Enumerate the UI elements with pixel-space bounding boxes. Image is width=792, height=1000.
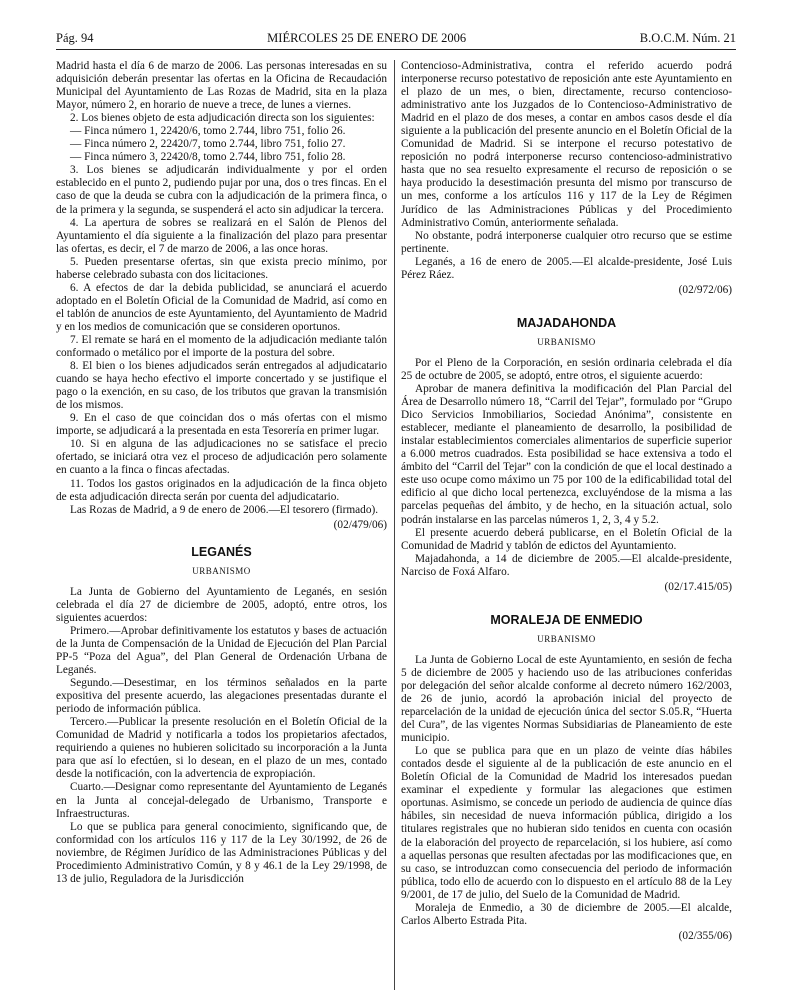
paragraph: 6. A efectos de dar la debida publicidad, se anunciará el acuerdo adoptado en el Boletín Oficial de la Comunidad de Madrid, así como en el tablón de anuncios de este Ayuntamiento, del Ayuntamiento de Madrid y en los medios de comunicación que se consideren oportunos. bbox=[56, 281, 387, 333]
paragraph: La Junta de Gobierno Local de este Ayuntamiento, en sesión de fecha 5 de diciembre de 2005 y haciendo uso de las atribuciones conferidas por delegación del señor alcalde conforme al decreto número 162/2003, de 26 de junio, acordó la aprobación inicial del proyecto de reparcelación de la unidad de ejecución única del sector S.05.R, “Huerta del Cura”, de las vigentes Normas Subsidiarias de Planeamiento de este municipio. bbox=[401, 653, 732, 745]
section-subtitle: URBANISMO bbox=[537, 633, 596, 644]
paragraph: No obstante, podrá interponerse cualquier otro recurso que se estime pertinente. bbox=[401, 229, 732, 255]
reference-code: (02/972/06) bbox=[678, 283, 732, 296]
paragraph: 5. Pueden presentarse ofertas, sin que exista precio mínimo, por haberse celebrado subasta con dos licitaciones. bbox=[56, 255, 387, 281]
issue-date: MIÉRCOLES 25 DE ENERO DE 2006 bbox=[267, 31, 467, 45]
page-number: Pág. 94 bbox=[56, 31, 94, 45]
reference-code: (02/479/06) bbox=[333, 518, 387, 531]
list-item: — Finca número 1, 22420/6, tomo 2.744, libro 751, folio 26. bbox=[70, 125, 346, 138]
paragraph: 10. Si en alguna de las adjudicaciones no se satisface el precio ofertado, se iniciará otra vez el proceso de adjudicación pero solamente en cuanto a la finca o fincas afectadas. bbox=[56, 438, 387, 477]
left-column bbox=[56, 60, 387, 886]
section-subtitle: URBANISMO bbox=[192, 565, 251, 576]
section-title: MORALEJA DE ENMEDIO bbox=[490, 612, 643, 627]
journal-number: B.O.C.M. Núm. 21 bbox=[639, 31, 736, 45]
paragraph: 11. Todos los gastos originados en la adjudicación de la finca objeto de esta adjudicación directa serán por cuenta del adjudicatario. bbox=[56, 477, 387, 503]
right-column bbox=[401, 60, 732, 943]
section-title: LEGANÉS bbox=[191, 544, 252, 559]
page-header bbox=[56, 26, 736, 50]
paragraph: 9. En el caso de que coincidan dos o más ofertas con el mismo importe, se adjudicará a la presentada en esta Tesorería en primer lugar. bbox=[56, 412, 387, 438]
list-item: — Finca número 2, 22420/7, tomo 2.744, libro 751, folio 27. bbox=[70, 138, 346, 151]
paragraph: 4. La apertura de sobres se realizará en el Salón de Plenos del Ayuntamiento el día siguiente a la finalización del plazo para presentar las ofertas, es decir, el 7 de marzo de 2006, a las once horas. bbox=[56, 216, 387, 255]
paragraph: La Junta de Gobierno del Ayuntamiento de Leganés, en sesión celebrada el día 27 de diciembre de 2005, adoptó, entre otros, los siguientes acuerdos: bbox=[56, 585, 387, 624]
section-subtitle: URBANISMO bbox=[537, 336, 596, 347]
column-divider bbox=[394, 60, 395, 990]
paragraph: Segundo.—Desestimar, en los términos señalados en la parte expositiva del presente acuerdo, las alegaciones presentadas durante el periodo de información pública. bbox=[56, 677, 387, 716]
paragraph: Contencioso-Administrativa, contra el referido acuerdo podrá interponerse recurso potestativo de reposición ante este Ayuntamiento en el plazo de un mes, o bien, directamente, recurso contencioso-administrativo ante los Juzgados de lo Contencioso-Administrativo de Madrid en el plazo de dos meses, a contar en ambos casos desde el día siguiente a la publicación del presente anuncio en el Boletín Oficial de la Comunidad de Madrid. Si se interpone el recurso potestativo de reposición no podrá interponerse recurso contencioso-administrativo hasta que no sea resuelto expresamente el recurso de reposición o se haya producido la desestimación presunta del mismo por transcurso de un mes, conforme a los artículos 116 y 117 de la Ley de Régimen Jurídico de las Administraciones Públicas y del Procedimiento Administrativo Común, anteriormente señalada. bbox=[401, 60, 732, 229]
list-item: — Finca número 3, 22420/8, tomo 2.744, libro 751, folio 28. bbox=[70, 151, 346, 164]
paragraph: 2. Los bienes objeto de esta adjudicación directa son los siguientes: bbox=[70, 112, 375, 125]
paragraph: 3. Los bienes se adjudicarán individualmente y por el orden establecido en el punto 2, pudiendo pujar por una, dos o tres fincas. En el caso de que la deuda se cubra con la adjudicación de la primera finca, o de la primera y la segunda, se suspenderá el acto sin adjudicar la tercera. bbox=[56, 164, 387, 216]
signature: Leganés, a 16 de enero de 2005.—El alcalde-presidente, José Luis Pérez Ráez. bbox=[401, 255, 732, 281]
reference-code: (02/17.415/05) bbox=[664, 580, 732, 593]
paragraph: 7. El remate se hará en el momento de la adjudicación mediante talón conformado o metálico por el importe de la postura del sobre. bbox=[56, 333, 387, 360]
paragraph: Lo que se publica para general conocimiento, significando que, de conformidad con los artículos 116 y 117 de la Ley 30/1992, de 26 de noviembre, de Régimen Jurídico de las Administraciones Públicas y del Procedimiento Administrativo Común, y 8 y 46.1 de la Ley 29/1998, de 13 de julio, Reguladora de la Jurisdicción bbox=[56, 820, 387, 885]
paragraph: Tercero.—Publicar la presente resolución en el Boletín Oficial de la Comunidad de Madrid y notificarla a todos los propietarios afectados, requiriendo a quienes no hubieren solicitado su incorporación a la Junta para que así lo efectúen, si lo desean, en el plazo de un mes, contado desde la notificación, con la advertencia de expropiación. bbox=[56, 716, 387, 781]
signature: Moraleja de Enmedio, a 30 de diciembre de 2005.—El alcalde, Carlos Alberto Estrada Pita. bbox=[401, 901, 732, 927]
paragraph: Cuarto.—Designar como representante del Ayuntamiento de Leganés en la Junta al concejal-delegado de Urbanismo, Transporte e Infraestructuras. bbox=[56, 781, 387, 820]
section-title: MAJADAHONDA bbox=[516, 315, 617, 330]
paragraph: Aprobar de manera definitiva la modificación del Plan Parcial del Área de Desarrollo número 18, “Carril del Tejar”, formulado por “Grupo Dico Servicios Inmobiliarios, Sociedad Anónima”, consistente en establecer, mediante el planeamiento de desarrollo, la posibilidad de instalar establecimientos comerciales alimentarios de superficie superior a 6.000 metros cuadrados. Esta posibilidad se hace extensiva a todo el ámbito del “Carril del Tejar” con la condición de que el local destinado a este uso ocupe como máximo un 75 por 100 de la edificabilidad total del edificio al que dicho local pertenezca, excluyéndose de la misma a las parcelas pequeñas del ámbito, y de hecho, en la situación actual, solo podrán instalarse en las parcelas números 1, 2, 3, 4 y 5.2. bbox=[401, 383, 732, 526]
reference-code: (02/355/06) bbox=[678, 929, 732, 942]
paragraph: El presente acuerdo deberá publicarse, en el Boletín Oficial de la Comunidad de Madrid y tablón de edictos del Ayuntamiento. bbox=[401, 526, 732, 552]
paragraph: 8. El bien o los bienes adjudicados serán entregados al adjudicatario cuando se haya hecho efectivo el importe concertado y se justifique el pago o la exención, en su caso, de los tributos que gravan la transmisión de los mismos. bbox=[56, 360, 387, 412]
signature: Majadahonda, a 14 de diciembre de 2005.—El alcalde-presidente, Narciso de Foxá Alfaro. bbox=[401, 552, 732, 578]
paragraph: Lo que se publica para que en un plazo de veinte días hábiles contados desde el siguiente al de la publicación de este anuncio en el Boletín Oficial de la Comunidad de Madrid los interesados puedan examinar el expediente y formular las alegaciones que estimen oportunas. Asimismo, se concede un periodo de audiencia de quince días hábiles, sin necesidad de nueva información pública, dirigido a los titulares registrales que no hubieran sido tenidos en cuenta con ocasión de la elaboración del proyecto de reparcelación, si los hubiere, así como a aquellas personas que resulten afectadas por las modificaciones que, en su caso, se introduzcan como consecuencia del periodo de información pública, todo ello de acuerdo con lo dispuesto en el artículo 88 de la Ley 9/2001, de 17 de julio, del Suelo de la Comunidad de Madrid. bbox=[401, 745, 732, 901]
signature: Las Rozas de Madrid, a 9 de enero de 2006.—El tesorero (firmado). bbox=[70, 503, 379, 516]
paragraph: Primero.—Aprobar definitivamente los estatutos y bases de actuación de la Junta de Compensación de la Unidad de Ejecución del Plan Parcial PP-5 “Poza del Agua”, del Plan General de Ordenación Urbana de Leganés. bbox=[56, 624, 387, 677]
paragraph: Por el Pleno de la Corporación, en sesión ordinaria celebrada el día 25 de octubre de 2005, se adoptó, entre otros, el siguiente acuerdo: bbox=[401, 356, 732, 382]
paragraph: Madrid hasta el día 6 de marzo de 2006. Las personas interesadas en su adquisición deberán presentar las ofertas en la Oficina de Recaudación Municipal del Ayuntamiento de Las Rozas de Madrid, sita en la plaza Mayor, número 2, en horario de nueve a trece, de lunes a viernes. bbox=[56, 60, 387, 112]
